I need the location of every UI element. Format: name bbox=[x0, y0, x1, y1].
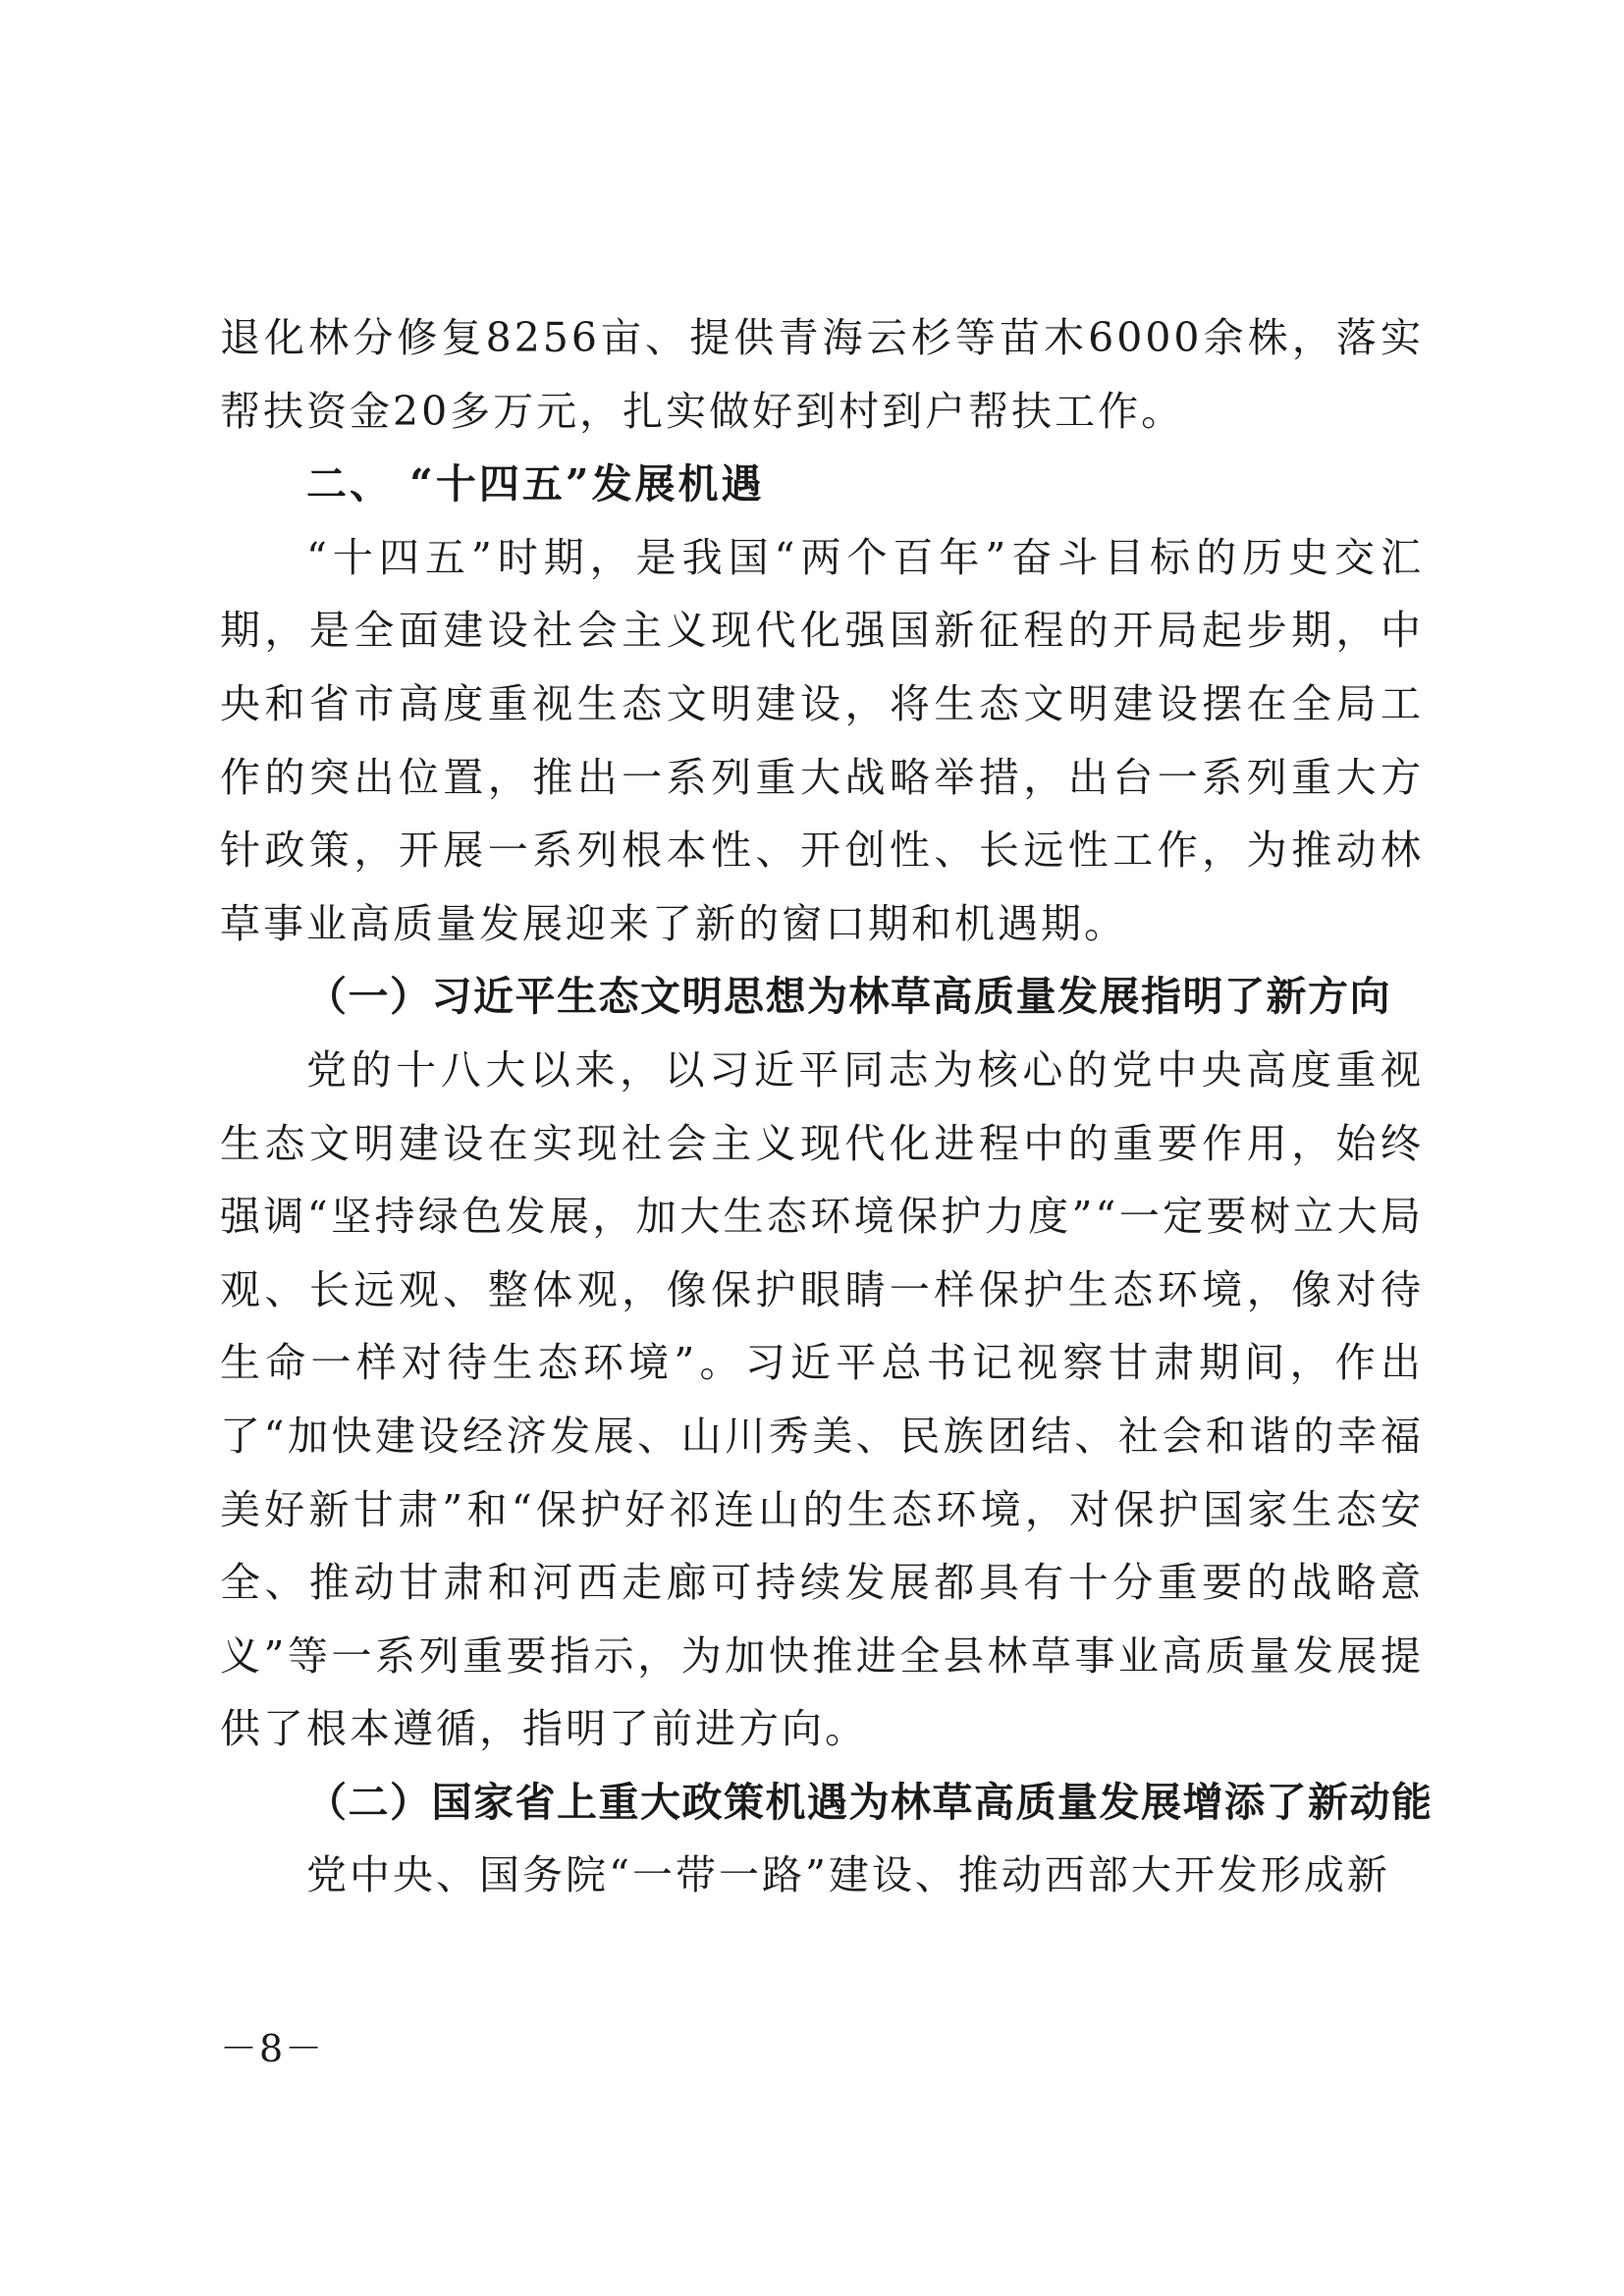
page-number: －8－ bbox=[220, 2027, 325, 2070]
subsection-1-heading: （一）习近平生态文明思想为林草高质量发展指明了新方向 bbox=[306, 973, 1391, 1021]
subsection-2-heading: （二）国家省上重大政策机遇为林草高质量发展增添了新动能 bbox=[306, 1778, 1434, 1826]
section-heading: 二、 “十四五”发展机遇 bbox=[306, 460, 765, 508]
subsection-2-paragraph: 党中央、国务院“一带一路”建设、推动西部大开发形成新 bbox=[306, 1851, 1390, 1899]
section-intro-paragraph: “十四五”时期，是我国“两个百年”奋斗目标的历史交汇期，是全面建设社会主义现代化强国新征程的开局起步期，中央和省市高度重视生态文明建设，将生态文明建设摆在全局工作的突出位置，推出一系列重大战略举措，出台一系列重大方针政策，开展一系列根本性、开创性、长远性工作，为推动林草事业高质量发展迎来了新的窗口期和机遇期。 bbox=[220, 533, 1424, 947]
continuation-paragraph: 退化林分修复8256亩、提供青海云杉等苗木6000余株，落实帮扶资金20多万元，扎实做好到村到户帮扶工作。 bbox=[220, 314, 1424, 435]
subsection-1-paragraph: 党的十八大以来，以习近平同志为核心的党中央高度重视生态文明建设在实现社会主义现代化进程中的重要作用，始终强调“坚持绿色发展，加大生态环境保护力度”“一定要树立大局观、长远观、整体观，像保护眼睛一样保护生态环境，像对待生命一样对待生态环境”。习近平总书记视察甘肃期间，作出了“加快建设经济发展、山川秀美、民族团结、社会和谐的幸福美好新甘肃”和“保护好祁连山的生态环境，对保护国家生态安全、推动甘肃和河西走廊可持续发展都具有十分重要的战略意义”等一系列重要指示，为加快推进全县林草事业高质量发展提供了根本遵循，指明了前进方向。 bbox=[220, 1045, 1424, 1753]
document-body bbox=[220, 301, 1434, 1912]
